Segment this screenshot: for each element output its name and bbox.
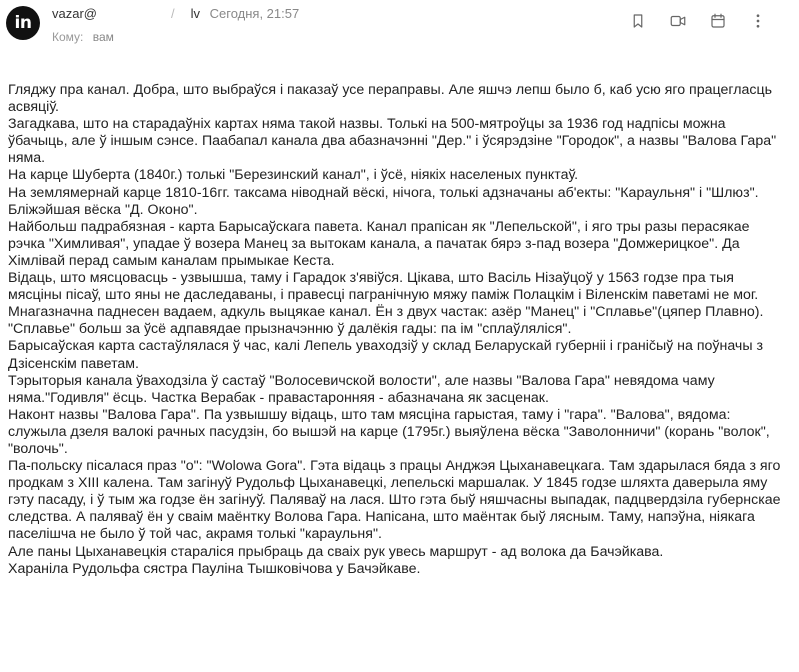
calendar-icon: [709, 12, 727, 30]
body-paragraph: Але паны Цыханавецкія стараліся прыбраць да сваіх рук увесь маршрут - ад волока да Бачэйкава.: [8, 543, 664, 560]
sender-email[interactable]: vazar@: [52, 6, 97, 21]
sender-separator: /: [171, 6, 175, 21]
body-paragraph: Барысаўская карта састаўлялася ў час, калі Лепель уваходзіў у склад Беларускай губерніі і граніčыў на поўначы з Дзісенскім паветам.: [8, 338, 763, 372]
body-paragraph: Найбольш падрабязная - карта Барысаўскага павета. Канал прапісан як "Лепельской", і яго тры разы перасякае рэчка "Химливая", упадае ў возера Манец за вытокам канала, а пачатак бярэ з-пад возера "Домжерицкое". Да Хімлівай перад самым каналам прымыкае Кеста.: [8, 218, 750, 269]
more-vertical-icon: [749, 12, 767, 30]
body-paragraph: На землямернай карце 1810-16гг. таксама ніводнай вёскі, нічога, толькі адзначаны аб'екты: "Караульня" і "Шлюз". Бліжэйшая вёска "Д. Оконо".: [8, 184, 759, 218]
body-paragraph: Па-польску пісалася праз "о": "Wolowa Gora". Гэта відаць з працы Анджэя Цыханавецкага. Там здарылася бяда з яго продкам з XIII калена. Там загінуў Рудольф Цыханавецкі, лепельскі маршалак. У 1845 годзе шляхта даверыла яму гэту пасаду, і ў тым жа годзе ён загінуў. Паляваў на лася. Што гэта быў няшчасны выпадак, падцвердзіла губернскае следства. А паляваў ён у сваім маёнтку Волова Гара. Напісана, што маёнтак быў лясным. Таму, напэўна, ніякага паселішча не было ў той час, акрамя толькі "караульня".: [8, 458, 781, 543]
body-paragraph: Наконт назвы "Валова Гара". Па узвышшу відаць, што там мясціна гарыстая, таму і "гара". "Валова", вядома: служыла дзеля валокі рачных пасудзін, бо вышэй на карце (1795г.) выяўлена вёска "Заволонничи" (корань "волок", "волочь".: [8, 406, 770, 457]
body-paragraph: На карце Шуберта (1840г.) толькі "Березинский канал", і ўсё, ніякіх населеных пунктаў.: [8, 167, 579, 184]
body-paragraph: Загадкава, што на старадаўніх картах няма такой назвы. Толькі на 500-мятроўцы за 1936 год надпісы можна ўбачыць, але ў іншым сэнсе. Паабапал канала два абазначэнні "Дер." і ўсярэдзіне "Городок", а назвы "Валова Гара" няма.: [8, 116, 777, 167]
sender-name[interactable]: lv: [190, 6, 201, 21]
body-paragraph: Відаць, што мясцовасць - узвышша, таму і Гарадок з'явіўся. Цікава, што Васіль Нізаўцоў у 1563 годзе пра тыя мясціны пісаў, што яны не даследаваны, і правесці пагранічную мяжу паміж Полацкім і Віленскім паветамі не мог.: [8, 270, 759, 304]
body-paragraph: Тэрыторыя канала ўваходзіла ў састаў "Волосевичской волости", але назвы "Валова Гара" невядома чаму няма."Годивля" ёсць. Частка Верабак - правастаронняя - абазначана як засценак.: [8, 372, 715, 406]
body-paragraph: Хараніла Рудольфа сястра Пауліна Тышковічова у Бачэйкаве.: [8, 560, 421, 577]
message-body: [8, 82, 788, 578]
recipient-label: Кому:: [52, 30, 84, 44]
video-call-button[interactable]: [665, 8, 691, 34]
bookmark-button[interactable]: [625, 8, 651, 34]
sender-avatar[interactable]: [6, 6, 40, 40]
message-date: Сегодня, 21:57: [209, 6, 300, 21]
body-paragraph: Гляджу пра канал. Добра, што выбраўся і паказаў усе пераправы. Але яшчэ лепш было б, каб усю яго працегласць асвяціў.: [8, 82, 773, 116]
recipient-row: [52, 30, 114, 44]
message-header: [0, 0, 799, 56]
more-button[interactable]: [745, 8, 771, 34]
message-actions: [625, 8, 771, 34]
bookmark-icon: [629, 12, 647, 30]
camera-icon: [669, 12, 687, 30]
recipient-value[interactable]: вам: [92, 30, 114, 44]
sender-row: [52, 6, 299, 21]
calendar-button[interactable]: [705, 8, 731, 34]
avatar-initials: in: [14, 13, 32, 33]
body-paragraph: Мнагазначна паднесен вадаем, адкуль выцякае канал. Ён з двух частак: азёр "Манец" і "Сплавье"(цяпер Плавно). "Сплавье" больш за ўсё адпавядае прызначэнню ў далёкія гады: па ім "сплаўляліся".: [8, 304, 764, 338]
